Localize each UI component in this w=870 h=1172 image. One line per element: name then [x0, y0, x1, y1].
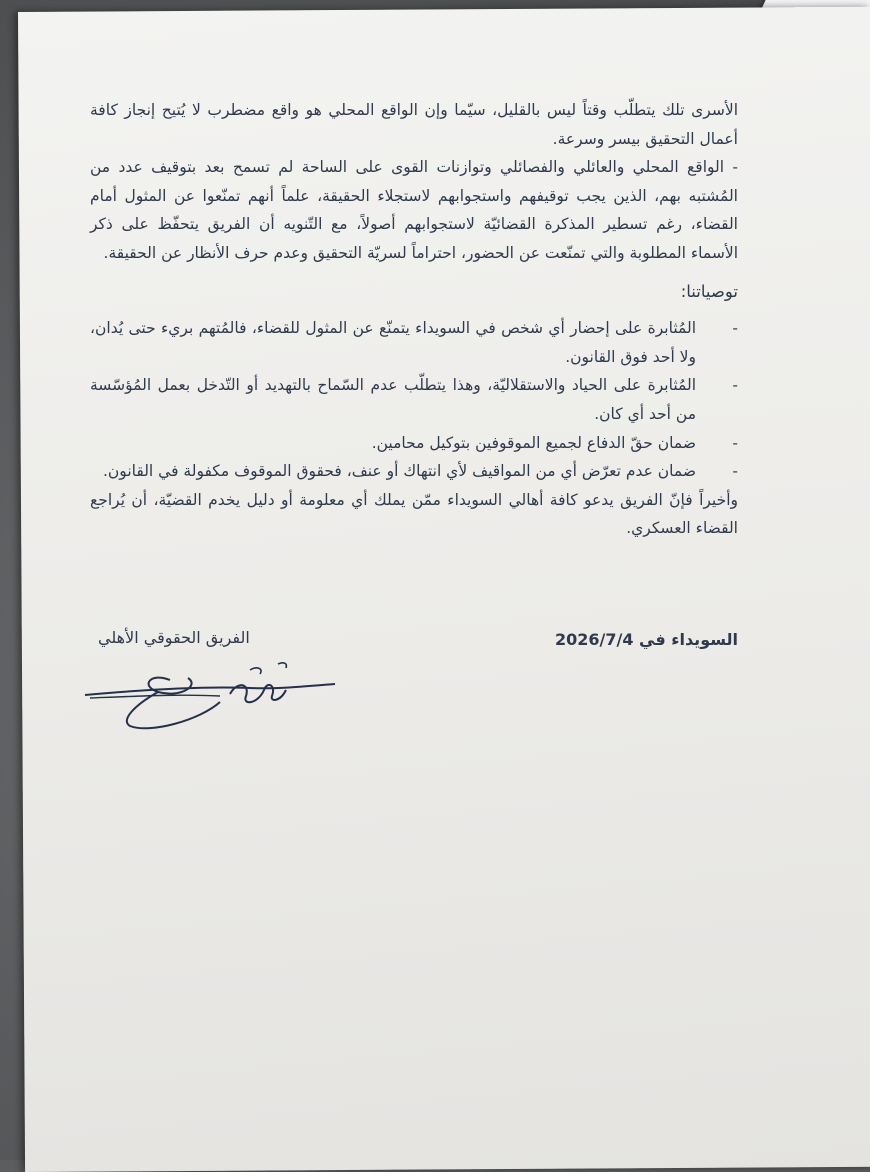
handwritten-signature [80, 650, 350, 740]
recommendations-heading: توصياتنا: [680, 281, 738, 301]
recommendation-item [90, 314, 738, 371]
recommendation-text: المُثابرة على الحياد والاستقلاليّة، وهذا يتطلّب عدم السّماح بالتهديد أو التّدخل بعمل المُؤسّسة من أحد أي كان. [90, 376, 696, 423]
recommendation-item [90, 457, 738, 486]
recommendation-text: ضمان حقّ الدفاع لجميع الموقوفين بتوكيل محامين. [371, 433, 696, 452]
place-date: السويداء في 2026/7/4 [554, 630, 738, 649]
recommendations-list [90, 314, 738, 486]
recommendation-text: ضمان عدم تعرّض أي من المواقيف لأي انتهاك أو عنف، فحقوق الموقوف مكفولة في القانون. [103, 462, 696, 481]
closing-paragraph: وأخيراً فإنّ الفريق يدعو كافة أهالي السويداء ممّن يملك أي معلومة أو دليل يخدم القضيّة، أن يُراجع القضاء العسكري. [90, 490, 738, 538]
paragraph-local-situation: - الواقع المحلي والعائلي والفصائلي وتوازنات القوى على الساحة لم تسمح بعد بتوقيف عدد من المُشتبه بهم، الذين يجب توقيفهم واستجوابهم لاستجلاء الحقيقة، علماً أنهم تمنّعوا عن المثول أمام القضاء، رغم تسطير المذكرة القضائيّة لاستجوابهم أصولاً، مع التّنويه أن الفريق يتحفّظ على ذكر الأسماء المطلوبة والتي تمنّعت عن الحضور، احتراماً لسريّة التحقيق وعدم حرف الأنظار عن الحقيقة. [90, 158, 738, 262]
dash-marker: - [732, 462, 738, 481]
paragraph-continuation: الأسرى تلك يتطلّب وقتاً ليس بالقليل، سيّما وإن الواقع المحلي هو واقع مضطرب لا يُتيح إنجاز كافة أعمال التحقيق بيسر وسرعة. [90, 101, 738, 148]
dash-marker: - [732, 433, 738, 452]
recommendation-text: المُثابرة على إحضار أي شخص في السويداء يتمنّع عن المثول للقضاء، فالمُتهم بريء حتى يُدان، ولا أحد فوق القانون. [90, 319, 696, 366]
recommendation-item [90, 429, 738, 458]
dash-marker: - [732, 319, 738, 338]
document-body [90, 96, 738, 543]
dash-marker: - [732, 376, 738, 395]
team-name: الفريق الحقوقي الأهلي [98, 628, 250, 647]
recommendation-item [90, 371, 738, 428]
